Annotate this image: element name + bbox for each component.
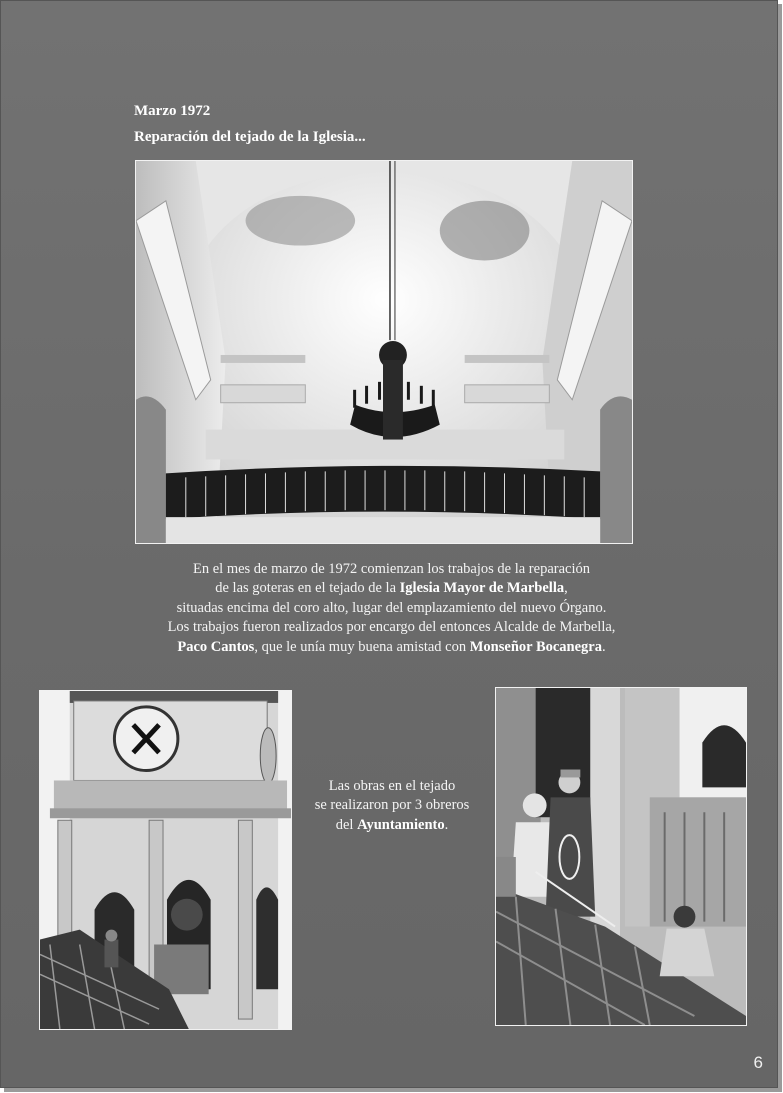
workers-roof-photo: [495, 687, 747, 1026]
caption-line: [119, 638, 664, 657]
side-caption: [297, 777, 487, 835]
caption-line: [119, 579, 664, 598]
heading: [134, 98, 366, 150]
caption-bold-church: Iglesia Mayor de Marbella: [399, 580, 565, 597]
church-interior-photo: [135, 160, 633, 544]
caption-text: ,: [564, 580, 568, 597]
heading-title: Reparación del tejado de la Iglesia...: [134, 129, 366, 145]
main-caption: [119, 560, 664, 657]
caption-text: de las goteras en el tejado de la: [215, 580, 400, 597]
caption-line: En el mes de marzo de 1972 comienzan los trabajos de la reparación: [193, 561, 590, 577]
caption-line: Los trabajos fueron realizados por encargo del entonces Alcalde de Marbella,: [167, 619, 616, 636]
caption-text: del: [335, 816, 358, 833]
bell-tower-photo: [39, 690, 292, 1030]
side-caption-line: [297, 816, 487, 835]
caption-text: .: [444, 816, 449, 833]
caption-bold-mayor: Paco Cantos: [177, 638, 255, 655]
caption-text: , que le unía muy buena amistad con: [254, 638, 470, 655]
side-caption-line: Las obras en el tejado: [328, 778, 456, 794]
caption-line: situadas encima del coro alto, lugar del emplazamiento del nuevo Órgano.: [176, 599, 607, 616]
heading-date: Marzo 1972: [134, 103, 211, 119]
side-caption-line: se realizaron por 3 obreros: [314, 797, 470, 814]
caption-text: .: [602, 638, 606, 655]
page-number: 6: [753, 1053, 763, 1072]
caption-bold-monsignor: Monseñor Bocanegra: [469, 638, 602, 655]
caption-bold-ayuntamiento: Ayuntamiento: [357, 816, 445, 833]
